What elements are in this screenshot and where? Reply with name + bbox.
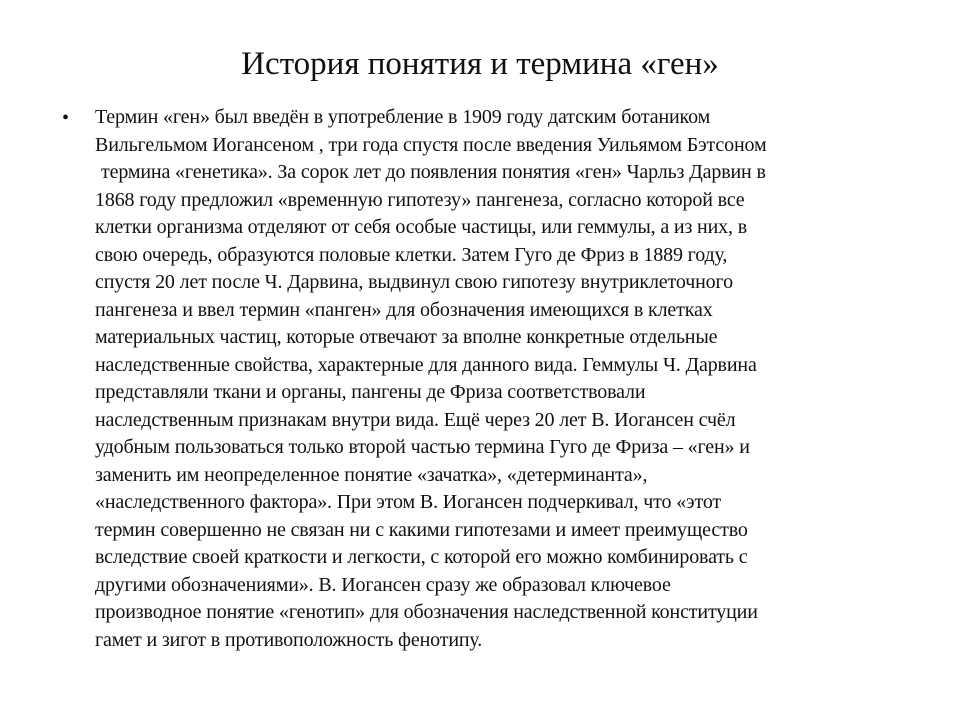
paragraph-line: «наследственного фактора». При этом В. Иогансен подчеркивал, что «этот bbox=[95, 491, 721, 513]
paragraph-line: наследственные свойства, характерные для данного вида. Геммулы Ч. Дарвина bbox=[95, 353, 757, 376]
paragraph-line: термина «генетика». За сорок лет до появления понятия «ген» Чарльз Дарвин в bbox=[101, 161, 766, 183]
paragraph-line: спустя 20 лет после Ч. Дарвина, выдвинул свою гипотезу внутриклеточного bbox=[95, 271, 733, 293]
paragraph-line: Термин «ген» был введён в употребление в 1909 году датским ботаником bbox=[95, 106, 711, 128]
bullet-marker: • bbox=[62, 107, 70, 129]
paragraph-line: наследственным признакам внутри вида. Ещё через 20 лет В. Иогансен счёл bbox=[95, 408, 736, 431]
bullet-list bbox=[62, 104, 892, 654]
paragraph-line: представляли ткани и органы, пангены де Фриза соответствовали bbox=[95, 381, 646, 403]
paragraph-line: заменить им неопределенное понятие «зачатка», «детерминанта», bbox=[95, 463, 648, 486]
paragraph-line: Вильгельмом Иогансеном , три года спустя после введения Уильямом Бэтсоном bbox=[95, 133, 767, 156]
bullet-item bbox=[62, 104, 892, 654]
paragraph-line: термин совершенно не связан ни с какими гипотезами и имеет преимущество bbox=[95, 518, 748, 541]
paragraph-line: производное понятие «генотип» для обозначения наследственной конституции bbox=[95, 601, 758, 623]
paragraph-line: удобным пользоваться только второй частью термина Гуго де Фриза – «ген» и bbox=[95, 436, 750, 458]
paragraph-line: вследствие своей краткости и легкости, с которой его можно комбинировать с bbox=[95, 546, 748, 568]
slide-title: История понятия и термина «ген» bbox=[241, 46, 719, 82]
paragraph-line: материальных частиц, которые отвечают за вполне конкретные отдельные bbox=[95, 326, 718, 348]
paragraph-line: пангенеза и ввел термин «панген» для обозначения имеющихся в клетках bbox=[95, 298, 713, 321]
paragraph-line: клетки организма отделяют от себя особые частицы, или геммулы, а из них, в bbox=[95, 216, 747, 238]
paragraph-line: другими обозначениями». В. Иогансен сразу же образовал ключевое bbox=[95, 573, 671, 596]
paragraph-line: гамет и зигот в противоположность фенотипу. bbox=[95, 628, 483, 651]
paragraph-line: свою очередь, образуются половые клетки. Затем Гуго де Фриз в 1889 году, bbox=[95, 243, 728, 266]
paragraph-line: 1868 году предложил «временную гипотезу» пангенеза, согласно которой все bbox=[95, 188, 745, 211]
bullet-paragraph bbox=[95, 104, 892, 654]
